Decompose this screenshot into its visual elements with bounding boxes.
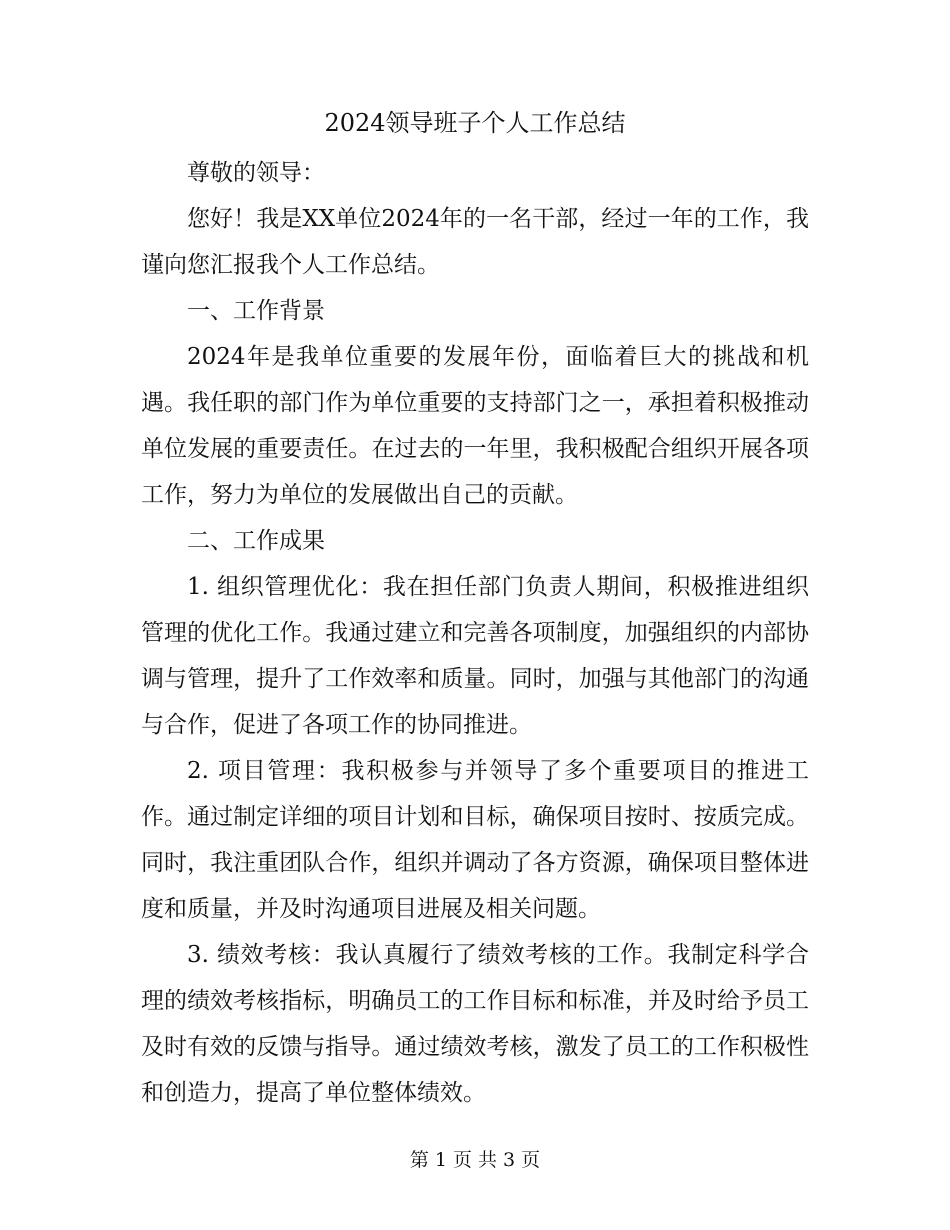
section-heading-background: 一、工作背景	[187, 298, 325, 324]
document-title: 2024领导班子个人工作总结	[324, 109, 626, 137]
page-footer: 第 1 页 共 3 页	[409, 1149, 541, 1171]
result-item-3: 3. 绩效考核：我认真履行了绩效考核的工作。我制定科学合理的绩效考核指标，明确员工的工作目标和标准，并及时给予员工及时有效的反馈与指导。通过绩效考核，激发了员工的工作积极性和创造力，提高了单位整体绩效。	[141, 942, 809, 1106]
result-item-1: 1. 组织管理优化：我在担任部门负责人期间，积极推进组织管理的优化工作。我通过建立和完善各项制度，加强组织的内部协调与管理，提升了工作效率和质量。同时，加强与其他部门的沟通与合作，促进了各项工作的协同推进。	[141, 574, 809, 738]
background-paragraph: 2024年是我单位重要的发展年份，面临着巨大的挑战和机遇。我任职的部门作为单位重要的支持部门之一，承担着积极推动单位发展的重要责任。在过去的一年里，我积极配合组织开展各项工作，努力为单位的发展做出自己的贡献。	[141, 344, 809, 508]
greeting-paragraph: 您好！我是XX单位2024年的一名干部，经过一年的工作，我谨向您汇报我个人工作总结。	[141, 206, 809, 278]
document-body	[141, 150, 809, 1116]
salutation: 尊敬的领导：	[187, 160, 325, 186]
section-heading-results: 二、工作成果	[187, 528, 325, 554]
result-item-2: 2. 项目管理：我积极参与并领导了多个重要项目的推进工作。通过制定详细的项目计划和目标，确保项目按时、按质完成。同时，我注重团队合作，组织并调动了各方资源，确保项目整体进度和质量，并及时沟通项目进展及相关问题。	[141, 758, 809, 922]
